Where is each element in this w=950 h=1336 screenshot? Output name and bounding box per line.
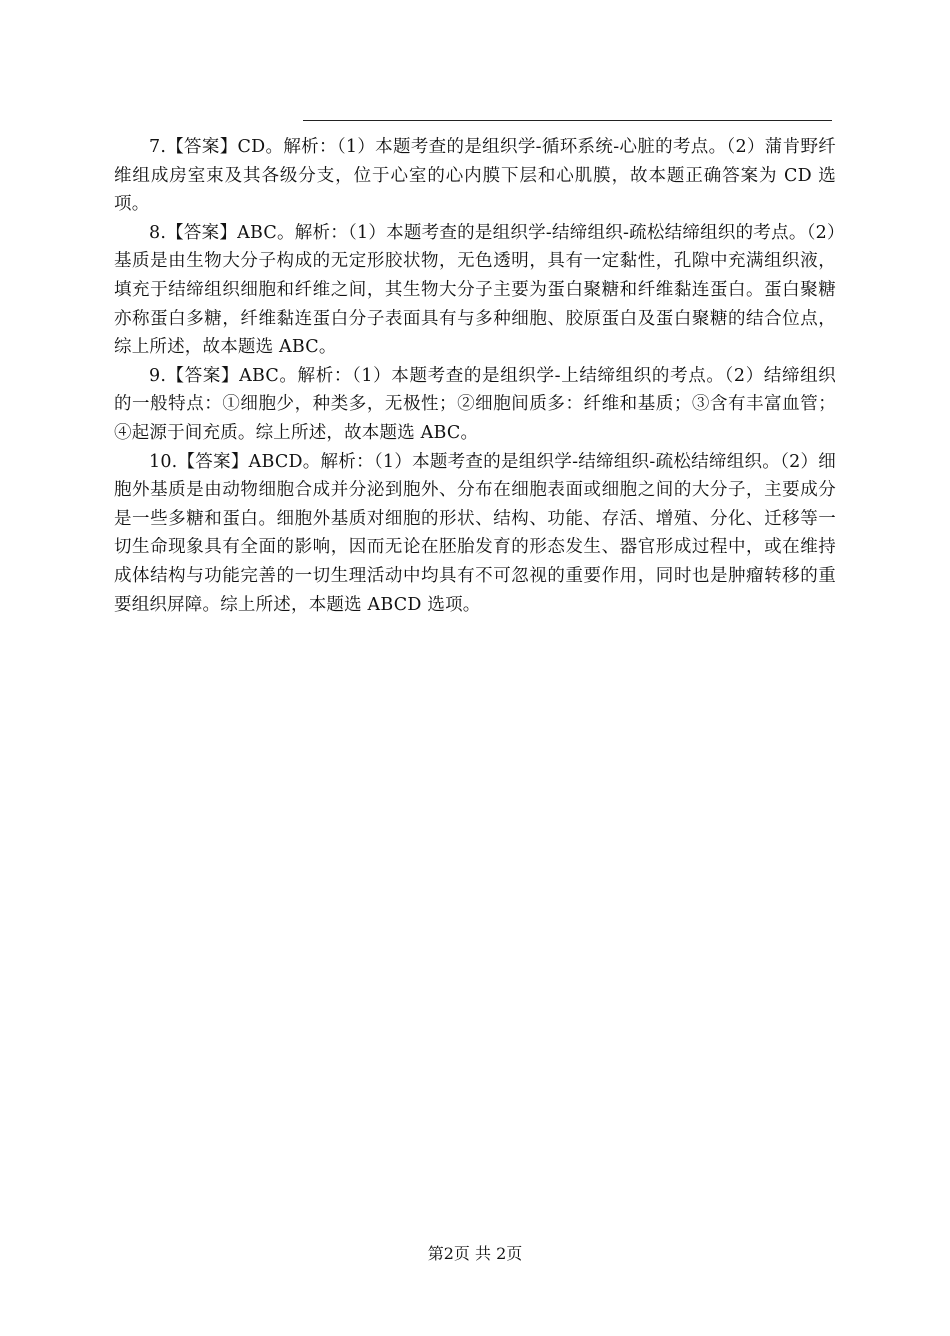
header-rule [303,120,832,121]
answer-item-10: 10.【答案】ABCD。解析：（1）本题考查的是组织学-结缔组织-疏松结缔组织。（2）细胞外基质是由动物细胞合成并分泌到胞外、分布在细胞表面或细胞之间的大分子，主要成分是一些多糖和蛋白。细胞外基质对细胞的形状、结构、功能、存活、增殖、分化、迁移等一切生命现象具有全面的影响，因而无论在胚胎发育的形态发生、器官形成过程中，或在维持成体结构与功能完善的一切生理活动中均具有不可忽视的重要作用，同时也是肿瘤转移的重要组织屏障。综上所述，本题选 ABCD 选项。 [114,451,836,615]
page-footer: 第2页 共 2页 [427,1244,523,1263]
answer-item-7: 7.【答案】CD。解析：（1）本题考查的是组织学-循环系统-心脏的考点。（2）蒲肯野纤维组成房室束及其各级分支，位于心室的心内膜下层和心肌膜，故本题正确答案为 CD 选项。 [114,137,836,215]
answer-item-8: 8.【答案】ABC。解析：（1）本题考查的是组织学-结缔组织-疏松结缔组织的考点。（2）基质是由生物大分子构成的无定形胶状物，无色透明，具有一定黏性，孔隙中充满组织液，填充于结缔组织细胞和纤维之间，其生物大分子主要为蛋白聚糖和纤维黏连蛋白。蛋白聚糖亦称蛋白多糖，纤维黏连蛋白分子表面具有与多种细胞、胶原蛋白及蛋白聚糖的结合位点，综上所述，故本题选 ABC。 [114,222,836,358]
answer-list [114,133,836,619]
answer-item-9: 9.【答案】ABC。解析：（1）本题考查的是组织学-上结缔组织的考点。（2）结缔组织的一般特点：①细胞少，种类多，无极性；②细胞间质多：纤维和基质；③含有丰富血管；④起源于间充质。综上所述，故本题选 ABC。 [114,365,836,443]
